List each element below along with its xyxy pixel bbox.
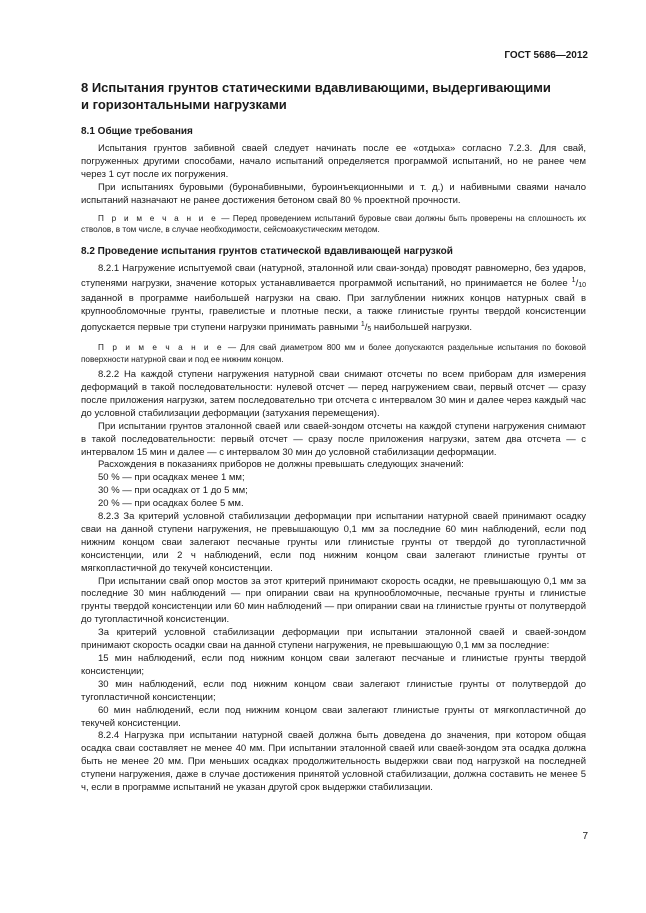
text-run: наибольшей нагрузки.	[371, 322, 472, 334]
paragraph: При испытании грунтов эталонной сваей или сваей-зондом отсчеты на каждой ступени нагружения снимают в такой последовательности: первый отсчет — сразу после приложения нагрузки, затем два отсчета — с интервалом 15 мин и далее — с интервалом 30 мин до условной стабилизации деформации.	[81, 420, 586, 458]
standard-number: ГОСТ 5686—2012	[504, 50, 588, 61]
note-text: — Для свай диаметром 800 мм и более допускаются раздельные испытания по боковой поверхности натурной сваи и под ее нижним концом.	[81, 343, 587, 364]
list-item: 20 % — при осадках более 5 мм.	[98, 498, 244, 510]
paragraph: При испытании свай опор мостов за этот критерий принимают скорость осадки, не превышающую 0,1 мм за последние 30 мин наблюдений — при опирании сваи на крупнообломочные, песчаные грунты и глинистые грунты твердой консистенции или 60 мин наблюдений — при опирании сваи на глинистые грунты от полутвердой до тугопластичной консистенции.	[81, 575, 586, 626]
section-title-line2: и горизонтальными нагрузками	[81, 97, 287, 112]
paragraph: За критерий условной стабилизации деформации при испытании эталонной сваей и сваей-зондом принимают скорость осадки сваи на данной ступени нагружения, не превышающую 0,1 мм за последние:	[81, 627, 586, 652]
section-title	[81, 79, 586, 113]
note-label: П р и м е ч а н и е	[98, 213, 218, 223]
paragraph: При испытаниях буровыми (буронабивными, буроинъекционными и т. д.) и набивными сваями начало испытаний назначают не ранее достижения бетоном свай 80 % проектной прочности.	[81, 181, 586, 206]
paragraph: Расхождения в показаниях приборов не должны превышать следующих значений:	[98, 459, 464, 471]
fraction-denominator: 10	[578, 282, 586, 290]
subsection-8-2-title: 8.2 Проведение испытания грунтов статической вдавливающей нагрузкой	[81, 245, 453, 257]
section-title-line1: 8 Испытания грунтов статическими вдавливающими, выдергивающими	[81, 80, 551, 95]
subsection-8-1-title: 8.1 Общие требования	[81, 126, 193, 137]
paragraph: 15 мин наблюдений, если под нижним концом сваи залегают песчаные и глинистые грунты твердой консистенции;	[81, 653, 586, 677]
note	[81, 213, 586, 236]
paragraph: 8.2.4 Нагрузка при испытании натурной сваей должна быть доведена до значения, при котором общая осадка сваи составляет не менее 40 мм. При испытании эталонной сваей или сваей-зондом эта осадка должна быть не менее 20 мм. При меньших осадках продолжительность выдержки сваи под нагрузкой на последней ступени нагружения, даже в случае достижения принятой условной стабилизации, должна составить не менее 5 ч, если в программе испытаний не указан другой срок выдержки стабилизации.	[81, 730, 586, 794]
paragraph: 60 мин наблюдений, если под нижним концом сваи залегают глинистые грунты от мягкопластичной до текучей консистенции.	[81, 704, 586, 729]
paragraph: 30 мин наблюдений, если под нижним концом сваи залегают глинистые грунты от полутвердой до тугопластичной консистенции;	[81, 678, 586, 703]
fraction-numerator: 1	[360, 321, 365, 329]
note-label: П р и м е ч а н и е	[98, 343, 224, 353]
paragraph-8-2-1: 8.2.1 Нагружение испытуемой сваи (натурной, эталонной или сваи-зонда) проводят равномерно, без ударов, ступенями нагрузки, значение которых устанавливается программой испытаний, но принимается не более $^1/_{10}$ заданной в программе наибольшей нагрузки на сваю. При заглублении нижних концов натурных свай в крупнообломочные грунты, гравелистые и плотные пески, а также глинистые грунты твердой консистенции допускается первые три ступени нагрузки принимать равными $^1/_5$ наибольшей нагрузки.	[81, 262, 586, 334]
list-item: 30 % — при осадках от 1 до 5 мм;	[98, 485, 248, 497]
paragraph: 8.2.2 На каждой ступени нагружения натурной сваи снимают отсчеты по всем приборам для измерения деформаций в такой последовательности: нулевой отсчет — перед нагружением сваи, первый отсчет — сразу после приложения нагрузки, затем последовательно три отсчета с интервалом 30 мин и далее через каждый час до условной стабилизации деформации (затухания перемещения).	[81, 369, 586, 419]
text-run: заданной в программе наибольшей нагрузки на сваю. При заглублении нижних концов натурных свай в крупнообломочные грунты, гравелистые и плотные пески, а также глинистые грунты твердой консистенции допускается первые три ступени нагрузки принимать равными	[81, 293, 586, 334]
fraction-denominator: 5	[367, 326, 372, 334]
page-number: 7	[582, 831, 588, 842]
note	[81, 342, 586, 365]
paragraph: 8.2.3 За критерий условной стабилизации деформации при испытании натурной сваей принимают осадку сваи на данной ступени нагружения, не превышающую 0,1 мм за последние 60 мин наблюдений, если под нижним концом сваи залегают песчаные грунты или глинистые грунты от твердой до тугопластичной консистенции, или 2 ч наблюдений, если под нижним концом сваи залегают глинистые грунты от мягкопластичной до текучей консистенции.	[81, 511, 586, 574]
list-item: 50 % — при осадках менее 1 мм;	[98, 472, 245, 484]
paragraph: Испытания грунтов забивной сваей следует начинать после ее «отдыха» согласно 7.2.3. Для свай, погруженных другими способами, начало испытаний определяется программой испытаний, но не ранее чем через 1 сут после их погружения.	[81, 143, 586, 180]
fraction-numerator: 1	[571, 277, 576, 285]
text-run: 8.2.1 Нагружение испытуемой сваи (натурной, эталонной или сваи-зонда) проводят равномерно, без ударов, ступенями нагрузки, значение которых устанавливается программой испытаний, но принимается не более	[81, 262, 586, 290]
note-text: — Перед проведением испытаний буровые сваи должны быть проверены на сплошность их стволов, в том числе, в случае необходимости, сейсмоакустическим методом.	[81, 213, 586, 235]
page-content	[81, 79, 586, 795]
